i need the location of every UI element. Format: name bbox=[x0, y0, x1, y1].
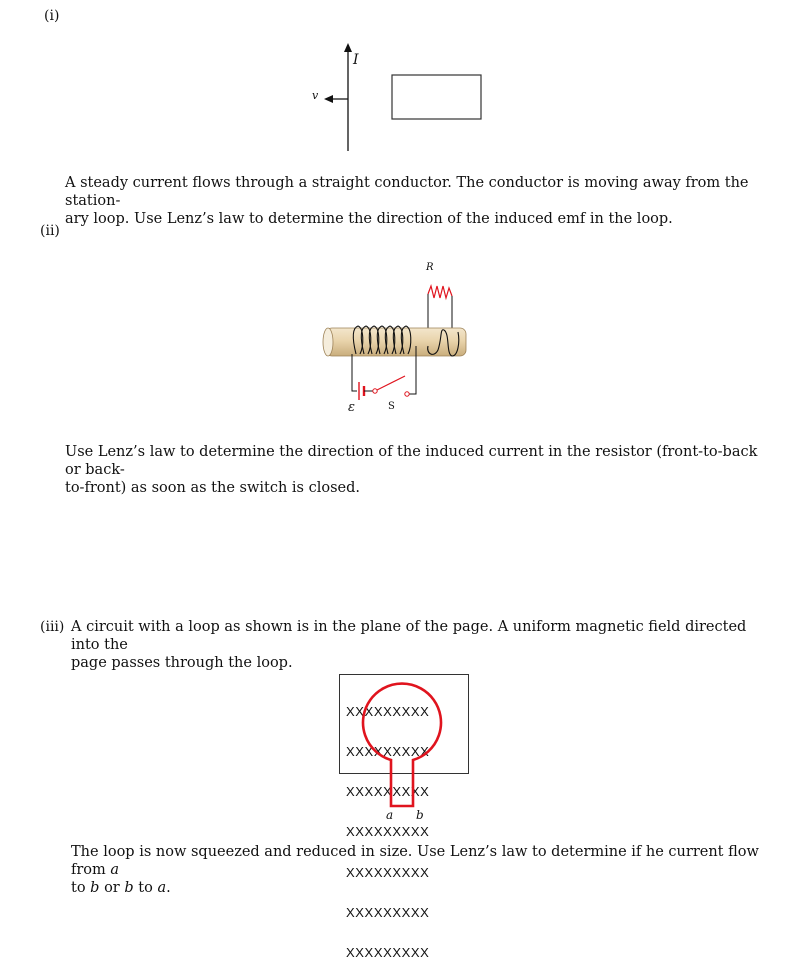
resistor-label: R bbox=[426, 262, 434, 273]
question-or: or bbox=[99, 880, 125, 896]
stationary-loop bbox=[392, 75, 481, 119]
field-row: XXXXXXXXX bbox=[346, 945, 430, 961]
velocity-arrow-icon bbox=[324, 95, 333, 103]
question-end: . bbox=[166, 880, 171, 896]
question-a1: a bbox=[110, 862, 120, 878]
question-a2: a bbox=[157, 880, 167, 896]
switch-blade bbox=[377, 376, 405, 390]
rod-end bbox=[323, 328, 333, 356]
resistor-zigzag bbox=[428, 286, 452, 298]
current-label: I bbox=[353, 52, 359, 68]
part2-text bbox=[65, 443, 765, 497]
field-row: XXXXXXXXX bbox=[346, 864, 430, 880]
field-row: XXXXXXXXX bbox=[346, 703, 430, 719]
field-row: XXXXXXXXX bbox=[346, 744, 430, 760]
switch-label: S bbox=[388, 401, 395, 412]
field-row: XXXXXXXXX bbox=[346, 784, 430, 800]
question-b1: b bbox=[90, 880, 100, 896]
part2-label: (ii) bbox=[40, 223, 60, 239]
figure-1 bbox=[0, 0, 791, 160]
terminal-b-label: b bbox=[416, 808, 424, 822]
question-to1: to bbox=[71, 880, 91, 896]
part3-label: (iii) bbox=[40, 619, 65, 635]
field-row: XXXXXXXXX bbox=[346, 824, 430, 840]
field-row: XXXXXXXXX bbox=[346, 904, 430, 920]
switch-terminal-left bbox=[373, 389, 377, 393]
part1-text bbox=[65, 174, 765, 228]
question-to2: to bbox=[133, 880, 158, 896]
part3-intro-line2: page passes through the loop. bbox=[71, 655, 293, 671]
part1-text-line2: ary loop. Use Lenz’s law to determine the direction of the induced emf in the loop. bbox=[65, 211, 673, 227]
current-arrow-icon bbox=[344, 43, 352, 52]
part2-text-line2: to-front) as soon as the switch is closed. bbox=[65, 480, 360, 496]
part3-question bbox=[71, 843, 771, 897]
part2-text-line1: Use Lenz’s law to determine the direction of the induced current in the resistor (front-to-back or back- bbox=[65, 444, 758, 478]
question-text: The loop is now squeezed and reduced in size. Use Lenz’s law to determine if he current flow from bbox=[71, 844, 759, 878]
terminal-a-label: a bbox=[386, 808, 394, 822]
part3-intro-line1: A circuit with a loop as shown is in the plane of the page. A uniform magnetic field directed into the bbox=[71, 619, 747, 653]
velocity-label: v bbox=[312, 89, 319, 102]
emf-label: ε bbox=[348, 400, 355, 415]
part3-question-line2 bbox=[71, 879, 771, 897]
part1-label: (i) bbox=[44, 8, 60, 24]
part3-question-line1 bbox=[71, 843, 771, 879]
question-b2: b bbox=[124, 880, 134, 896]
part1-text-line1: A steady current flows through a straight conductor. The conductor is moving away from the station- bbox=[65, 175, 749, 209]
switch-terminal-right bbox=[405, 392, 409, 396]
figure-3-loop bbox=[0, 660, 791, 860]
figure-2 bbox=[0, 250, 791, 450]
primary-lead-left bbox=[352, 354, 357, 391]
circuit-loop bbox=[363, 684, 441, 806]
